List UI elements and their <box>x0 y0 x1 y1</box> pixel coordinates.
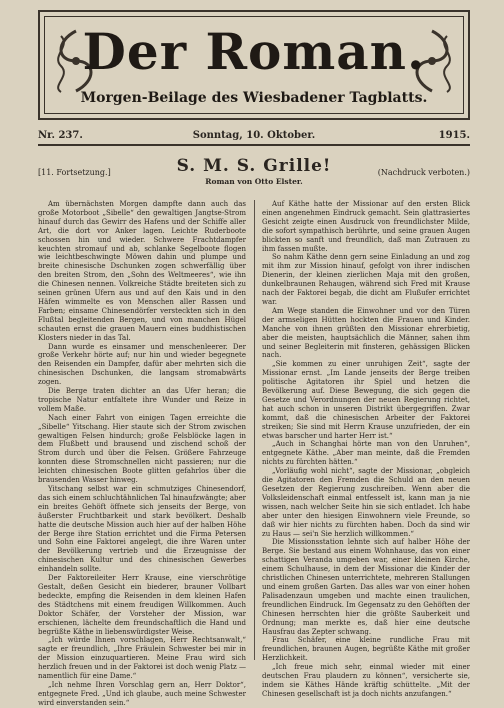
issue-date: Sonntag, 10. Oktober. <box>192 130 316 141</box>
paragraph: Frau Schäfer, eine kleine rundliche Frau mit freundlichen, braunen Augen, begrüßte Käthe mit großer Herzlichkeit. <box>262 636 470 663</box>
issue-year: 1915. <box>438 130 470 141</box>
paragraph: Die Missionsstation lehnte sich auf halber Höhe der Berge. Sie bestand aus einem Wohnhause, das von einer schattigen Veranda umgeben war, einer kleinen Kirche, einem Schulhause, in dem der Missionar die Kinder der christlichen Chinesen unterrichtete, mehreren Stallungen und einem großen Garten. Das alles war von einer hohen Palisadenzaun umgeben und machte einen traulichen, freundlichen Eindruck. Im Gegensatz zu den Gehöften der Chinesen herrschten hier die größte Sauberkeit und Ordnung; man merkte es, daß hier eine deutsche Hausfrau das Zepter schwang. <box>262 538 470 636</box>
masthead-title: Der Roman. <box>82 22 426 81</box>
paragraph: „Ich würde Ihnen vorschlagen, Herr Rechtsanwalt,“ sagte er freundlich, „Ihre Fräulein Schwester bei mir in der Mission einzuquartieren. Meine Frau wird sich herzlich freuen und in der Faktorei ist doch wenig Platz — namentlich für eine Dame.“ <box>38 636 246 681</box>
paragraph: Yitschang selbst war ein schmutziges Chinesendorf, das sich einem schluchtähnlichen Tal hinaufzwängte; aber ein breites Gehöft öffnete sich jenseits der Berge, von äußerster Fruchtbarkeit und stark bevölkert. Deshalb hatte die deutsche Mission auch hier auf der halben Höhe der Berge ihre Station errichtet und die Firma Petersen und Sohn eine Faktorei angelegt, die ihre Waren unter der Bevölkerung vertrieb und die Erzeugnisse der chinesischen Kultur und des chinesischen Gewerbes einhandeln sollte. <box>38 485 246 574</box>
paragraph: Am übernächsten Morgen dampfte dann auch das große Motorboot „Sibelle“ den gewaltigen Jangtse-Strom hinauf durch das Gewirr des Hafens und der Schiffe aller Art, die dort vor Anker lagen. Leichte Ruderboote schossen hin und wieder. Schwere Frachtdampfer keuchten stromauf und ab, schlanke Segelboote flogen wie leichtbeschwingte Möwen dahin und plumpe und breite chinesische Dschunken zogen schwerfällig über den breiten Strom, den „Sohn des Weltmeeres“, wie ihn die Chinesen nennen. Volkreiche Städte breiteten sich zu seinen grünen Ufern aus und auf den Kais und in den Häfen wimmelte es von Menschen aller Rassen und Farben; einsame Chinesendörfer versteckten sich in den Flußtal begleitenden Bergen, und von manchen Hügel schauten ernst die grauen Mauern eines buddhistischen Klosters nieder in das Tal. <box>38 200 246 342</box>
story-author: Roman von Otto Elster. <box>205 177 303 186</box>
paragraph: So nahm Käthe denn gern seine Einladung an und zog mit ihm zur Mission hinauf, gefolgt von ihrer indischen Dienerin, der kleinen zierlichen Maja mit den großen, dunkelbraunen Rehaugen, während sich Fred mit Krause nach der Faktorei begab, die dicht am Flußufer errichtet war. <box>262 253 470 306</box>
paragraph: „Vorläufig wohl nicht“, sagte der Missionar, „obgleich die Agitatoren den Fremden die Schuld an den neuen Gesetzen der Regierung zuschreiben. Wenn aber die Volksleidenschaft einmal entfesselt ist, kann man ja nie wissen, nach welcher Seite hin sie sich entladet. Ich habe aber unter den hiesigen Einwohnern viele Freunde, so daß wir hier nichts zu fürchten haben. Doch da sind wir zu Haus — sei'n Sie herzlich willkommen.“ <box>262 467 470 538</box>
paragraph: Am Wege standen die Einwohner und vor den Türen der armseligen Hütten hockten die Frauen und Kinder. Manche von ihnen grüßten den Missionar ehrerbietig, aber die meisten, hauptsächlich die Männer, sahen ihm und seiner Begleiterin mit finsteren, gehässigen Blicken nach. <box>262 306 470 360</box>
paragraph: „Ich nehme Ihren Vorschlag gern an, Herr Doktor“, entgegnete Fred. „Und ich glaube, auch meine Schwester wird einverstanden sein.“ <box>38 680 246 707</box>
masthead <box>38 10 470 120</box>
left-column <box>38 200 246 707</box>
paragraph: Auf Käthe hatte der Missionar auf den ersten Blick einen angenehmen Eindruck gemacht. Sein glattrasiertes Gesicht zeigte einen Ausdruck von freundlichster Milde, die sofort sympathisch berührte, und seine grauen Augen blickten so sanft und freundlich, daß man Zutrauen zu ihm fassen mußte. <box>262 200 470 253</box>
paragraph: Die Berge traten dichter an das Ufer heran; die tropische Natur entfaltete ihre Wunder und Reize in vollem Maße. <box>38 387 246 413</box>
paragraph: Dann wurde es einsamer und menschenleerer. Der große Verkehr hörte auf; nur hin und wieder begegnete den Reisenden ein Dampfer, dafür aber mehrten sich die chinesischen Dschunken, die langsam stromabwärts zogen. <box>38 342 246 387</box>
right-column <box>262 200 470 698</box>
story-title: S. M. S. Grille! <box>176 156 332 176</box>
issue-number: Nr. 237. <box>38 130 83 141</box>
reprint-note: (Nachdruck verboten.) <box>377 168 470 177</box>
paragraph: „Sie kommen zu einer unruhigen Zeit“, sagte der Missionar ernst. „Im Lande jenseits der Berge treiben politische Agitatoren ihr Spiel und hetzen die Bevölkerung auf. Diese Bewegung, die sich gegen die Gesetze und Verordnungen der neuen Regierung richtet, hat auch schon in unseren Distrikt übergegriffen. Zwar kommt, daß die chinesischen Arbeiter der Faktorei streiken; Sie sind mit Herrn Krause unzufrieden, der ein etwas barscher und harter Herr ist.“ <box>262 360 470 440</box>
masthead-subtitle: Morgen-Beilage des Wiesbadener Tagblatts. <box>80 90 428 106</box>
story-header <box>38 156 470 196</box>
paragraph: Der Faktoreileiter Herr Krause, eine vierschrötige Gestalt, deßen Gesicht ein biederer, brauner Vollbart bedeckte, empfing die Reisenden in dem kleinen Hafen des Städtchens mit einem freudigen Willkommen. Auch Doktor Schäfer, der Vorsteher der Mission, war erschienen, lächelte dem freundschaftlich die Hand und begrüßte Käthe in liebenswürdigster Weise. <box>38 574 246 636</box>
continuation-note: [11. Fortsetzung.] <box>38 168 111 177</box>
paragraph: „Ich freue mich sehr, einmal wieder mit einer deutschen Frau plaudern zu können“, versicherte sie, indem sie Käthes Hände kräftig schüttelte. „Mit der Chinesen gesellschaft ist ja doch nichts anzufangen.“ <box>262 663 470 698</box>
paragraph: „Auch in Schanghai hörte man von den Unruhen“, entgegnete Käthe. „Aber man meinte, daß die Fremden nichts zu fürchten hätten.“ <box>262 440 470 467</box>
paragraph: Nach einer Fahrt von einigen Tagen erreichte die „Sibelle“ Yitschang. Hier staute sich der Strom zwischen gewaltigen Felsen hindurch; große Felsblöcke lagen in dem Flußbett und brausend und zischend schoß der Strom durch und über die Felsen. Größere Fahrzeuge konnten diese Stromschnellen nicht passieren; nur die leichten chinesischen Boote glitten gefahrlos über die brausenden Wasser hinweg. <box>38 413 246 485</box>
dateline <box>38 128 470 146</box>
column-divider <box>254 200 255 660</box>
